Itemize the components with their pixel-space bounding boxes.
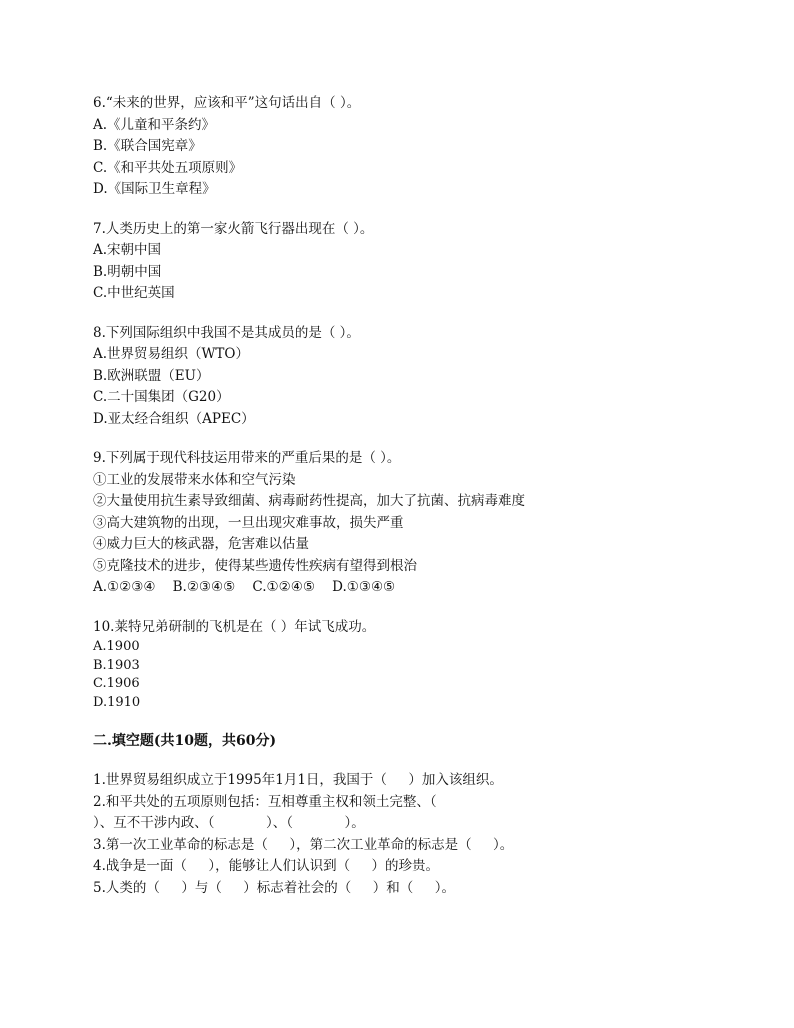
answer-choices: A.①②③④ B.②③④⑤ C.①②④⑤ D.①③④⑤ — [93, 579, 396, 595]
option-b: B.欧洲联盟（EU） — [93, 367, 210, 384]
statement-3: ③高大建筑物的出现，一旦出现灾难事故，损失严重 — [93, 514, 404, 531]
question-stem: 6.“未来的世界，应该和平”这句话出自（ ）。 — [93, 95, 361, 111]
option-d: D.《国际卫生章程》 — [93, 181, 216, 197]
statement-5: ⑤克隆技术的进步，使得某些遗传性疾病有望得到根治 — [93, 557, 417, 574]
question-8 — [93, 323, 733, 431]
option-a: A.1900 — [93, 639, 140, 654]
statement-4: ④威力巨大的核武器，危害难以估量 — [93, 536, 309, 552]
question-10 — [93, 617, 733, 713]
fill-item-2: 2.和平共处的五项原则包括：互相尊重主权和领土完整、（ — [93, 793, 437, 810]
question-stem: 7.人类历史上的第一家火箭飞行器出现在（ ）。 — [93, 220, 374, 237]
question-6 — [93, 93, 733, 201]
fill-item-2-cont: ）、互不干涉内政、（ ）、（ ）。 — [93, 815, 365, 831]
question-stem: 9.下列属于现代科技运用带来的严重后果的是（ ）。 — [93, 450, 401, 466]
fill-item-3: 3.第一次工业革命的标志是（ ），第二次工业革命的标志是（ ）。 — [93, 836, 514, 853]
option-c: C.《和平共处五项原则》 — [93, 159, 243, 176]
option-c: C.二十国集团（G20） — [93, 389, 230, 405]
option-a: A.世界贸易组织（WTO） — [93, 346, 249, 362]
option-d: D.1910 — [93, 694, 141, 710]
option-c: C.1906 — [93, 676, 140, 691]
option-b: B.《联合国宪章》 — [93, 138, 202, 154]
section-title: 二.填空题(共10题，共60分) — [93, 733, 277, 749]
fill-item-1: 1.世界贸易组织成立于1995年1月1日，我国于（ ）加入该组织。 — [93, 772, 503, 788]
option-c: C.中世纪英国 — [93, 285, 175, 301]
option-b: B.1903 — [93, 657, 140, 673]
option-b: B.明朝中国 — [93, 263, 162, 280]
question-9 — [93, 448, 733, 599]
statement-2: ②大量使用抗生素导致细菌、病毒耐药性提高，加大了抗菌、抗病毒难度 — [93, 493, 525, 509]
question-stem: 8.下列国际组织中我国不是其成员的是（ ）。 — [93, 324, 360, 341]
fill-item-5: 5.人类的（ ）与（ ）标志着社会的（ ）和（ ）。 — [93, 879, 455, 896]
fill-item-4: 4.战争是一面（ ），能够让人们认识到（ ）的珍贵。 — [93, 858, 440, 874]
statement-1: ①工业的发展带来水体和空气污染 — [93, 471, 296, 488]
option-d: D.亚太经合组织（APEC） — [93, 410, 255, 427]
question-7 — [93, 219, 733, 305]
question-stem: 10.莱特兄弟研制的飞机是在（ ）年试飞成功。 — [93, 618, 376, 635]
exam-page — [93, 93, 733, 899]
option-a: A.宋朝中国 — [93, 242, 162, 258]
fill-in-section — [93, 770, 733, 899]
option-a: A.《儿童和平条约》 — [93, 116, 216, 133]
